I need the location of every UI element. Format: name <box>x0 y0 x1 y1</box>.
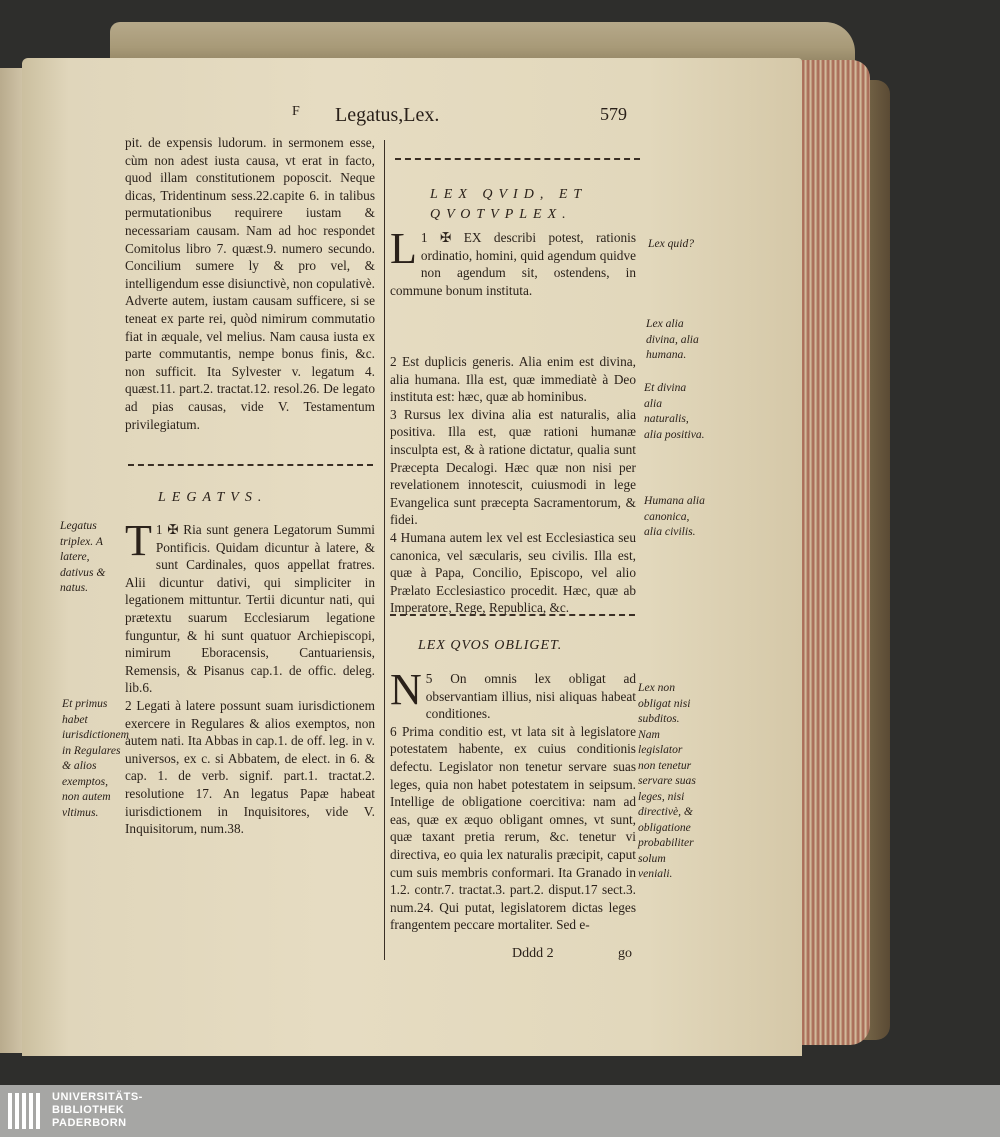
running-title: Legatus,Lex. <box>335 104 440 126</box>
column-left-bottom <box>125 516 375 838</box>
section-rule <box>395 158 640 160</box>
margin-note-primus-habet: Et primus habet iurisdictionem in Regulares & alios exemptos, non autem vltimus. <box>62 697 129 819</box>
paragraph <box>390 224 636 299</box>
column-right-middle <box>390 353 636 617</box>
paragraph: 4 Humana autem lex vel est Ecclesiastica seu canonica, vel sæcularis, seu civilis. Illa est, quæ à Papa, Concilio, Episcopo, vel alio Prælato Ecclesiastico procedit. Hæc, quæ ab Imperatore, Rege, Republica, &c. <box>390 529 636 616</box>
paragraph-number: 1 <box>155 522 163 537</box>
paragraph-text: Ria sunt genera Legatorum Summi Pontificis. Quidam dicuntur à latere, & sunt Cardinales, quos appellat fratres. Alii dicuntur dativi, qui simpliciter in legationem mittuntur. Tertii dicuntur nati, qui prætextu suarum Ecclesiarum legatione funguntur, & hi sunt quatuor Archiepiscopi, nimirum Eboracensis, Cantuariensis, Remensis, & Pisanus cap.1. de offic. deleg. lib.6. <box>125 522 375 696</box>
margin-note-lex-alia: Lex alia divina, alia humana. <box>646 317 699 361</box>
library-name-line: PADERBORN <box>52 1117 127 1129</box>
paragraph: 3 Rursus lex divina alia est naturalis, alia positiva. Illa est, quæ rationi humanæ insculpta est, & à ratione dictatur, qualia sunt Præcepta Decalogi. Hæc quæ non nisi per revelationem innotescit, cuiusmodi in lege Evangelica sunt præcepta Sacramentorum, & fidei. <box>390 406 636 528</box>
ornament-icon: ✠ <box>167 522 179 537</box>
column-right-top <box>390 224 636 299</box>
section-title-legatus: LEGATVS. <box>158 490 268 505</box>
section-title-obliget: LEX QVOS OBLIGET. <box>418 638 563 653</box>
column-divider <box>384 140 385 960</box>
paragraph-text: EX describi potest, rationis ordinatio, homini, quid agendum quidve non agendum sit, ostendens, in commune bonum instituta. <box>390 230 636 298</box>
library-name <box>52 1091 143 1130</box>
column-left-top <box>125 134 375 433</box>
paragraph: 2 Est duplicis generis. Alia enim est divina, alia humana. Illa est, quæ immediatè à Deo instituta est: hæc, quæ ab hominibus. <box>390 354 636 405</box>
paragraph: pit. de expensis ludorum. in sermonem esse, cùm non adest iusta causa, vt erat in facto, quod illam constitutionem poposcit. Neque dicas, Tridentinum sess.22.capite 6. in talibus permutationibus requirere iustam & necessariam causam. Nam ad hoc respondet Comitolus libro 7. quæst.9. numero secundo. Concilium sumere ly & pro vel, & intelligendum esse disiunctivè, non copulativè. Adverte autem, iustam causam sufficere, si se teneat ex parte rei, quòd nimirum commutatio fiat in æquale, vel melius. Nam causa iusta ex parte commutantis, nempe bonus finis, &c. non sufficit. Ita Sylvester v. legatum 4. quæst.11. part.2. tractat.12. resol.26. De legato ad pias causas, vide V. Testamentum privilegiatum. <box>125 135 375 432</box>
section-rule <box>128 464 373 466</box>
margin-note-legatus-triplex: Legatus triplex. A latere, dativus & natus. <box>60 519 106 594</box>
signature-mark: Dddd 2 <box>512 946 554 961</box>
drop-cap: N <box>390 665 422 714</box>
paragraph-text: On omnis lex obligat ad observantiam illius, nisi aliquas habeat conditiones. <box>425 671 637 722</box>
margin-note-humana: Humana alia canonica, alia civilis. <box>644 494 705 538</box>
paragraph: 6 Prima conditio est, vt lata sit à legislatore potestatem habente, ex cuius conditionis defectu. Legislator non tenetur servare suas leges, quia non habet potestatem in seipsum. Intellige de obligatione coercitiva: nam ad eas, quæ ex æquo obligant omnes, vt sunt, quæ taxant pretia rerum, &c. tenetur vi directiva, eo quia lex naturalis præcipit, caput cum suis membris conformari. Ita Granado in 1.2. contr.7. tractat.3. part.2. disput.17 sect.3. num.24. Qui putat, legislatorem dictas leges frangentem peccare mortaliter. Sed e- <box>390 723 636 933</box>
paragraph-number: 5 <box>425 671 433 686</box>
margin-note-lex-quid: Lex quid? <box>648 237 695 250</box>
margin-note-lex-non-obligat: Lex non obligat nisi subditos. Nam legislator non tenetur servare suas leges, nisi directivè, & obligatione probabiliter solum veniali. <box>638 681 696 880</box>
library-footer <box>0 1085 1000 1137</box>
paragraph <box>390 665 637 723</box>
page-stack-edge <box>800 60 870 1045</box>
drop-cap: T <box>125 516 152 565</box>
page-number: 579 <box>600 104 627 124</box>
library-logo-icon <box>8 1093 46 1129</box>
library-name-line: BIBLIOTHEK <box>52 1104 125 1116</box>
margin-note-et-divina: Et divina alia naturalis, alia positiva. <box>644 381 705 441</box>
drop-cap: L <box>390 224 417 273</box>
library-name-line: UNIVERSITÄTS- <box>52 1091 143 1103</box>
section-rule <box>390 614 635 616</box>
paragraph: 2 Legati à latere possunt suam iurisdictionem exercere in Regulares & alios exemptos, non autem nati. Ita Abbas in cap.1. de off. leg. in v. universos, ex c. si Abbatem, de elect. in 6. & cap. 1. de verb. signif. part.1. tractat.2. resolutione 17. An legatus Papæ habeat iurisdictionem in Inquisitores, vide V. Inquisitorum, num.38. <box>125 697 375 837</box>
paragraph <box>125 516 375 697</box>
ornament-icon: ✠ <box>440 230 452 245</box>
paragraph-number: 1 <box>420 230 428 245</box>
column-right-bottom <box>390 665 637 934</box>
catchword: go <box>618 946 632 961</box>
section-title-lex: LEX QVID, ET QVOTVPLEX. <box>430 187 587 222</box>
header-mark: F <box>292 104 300 119</box>
